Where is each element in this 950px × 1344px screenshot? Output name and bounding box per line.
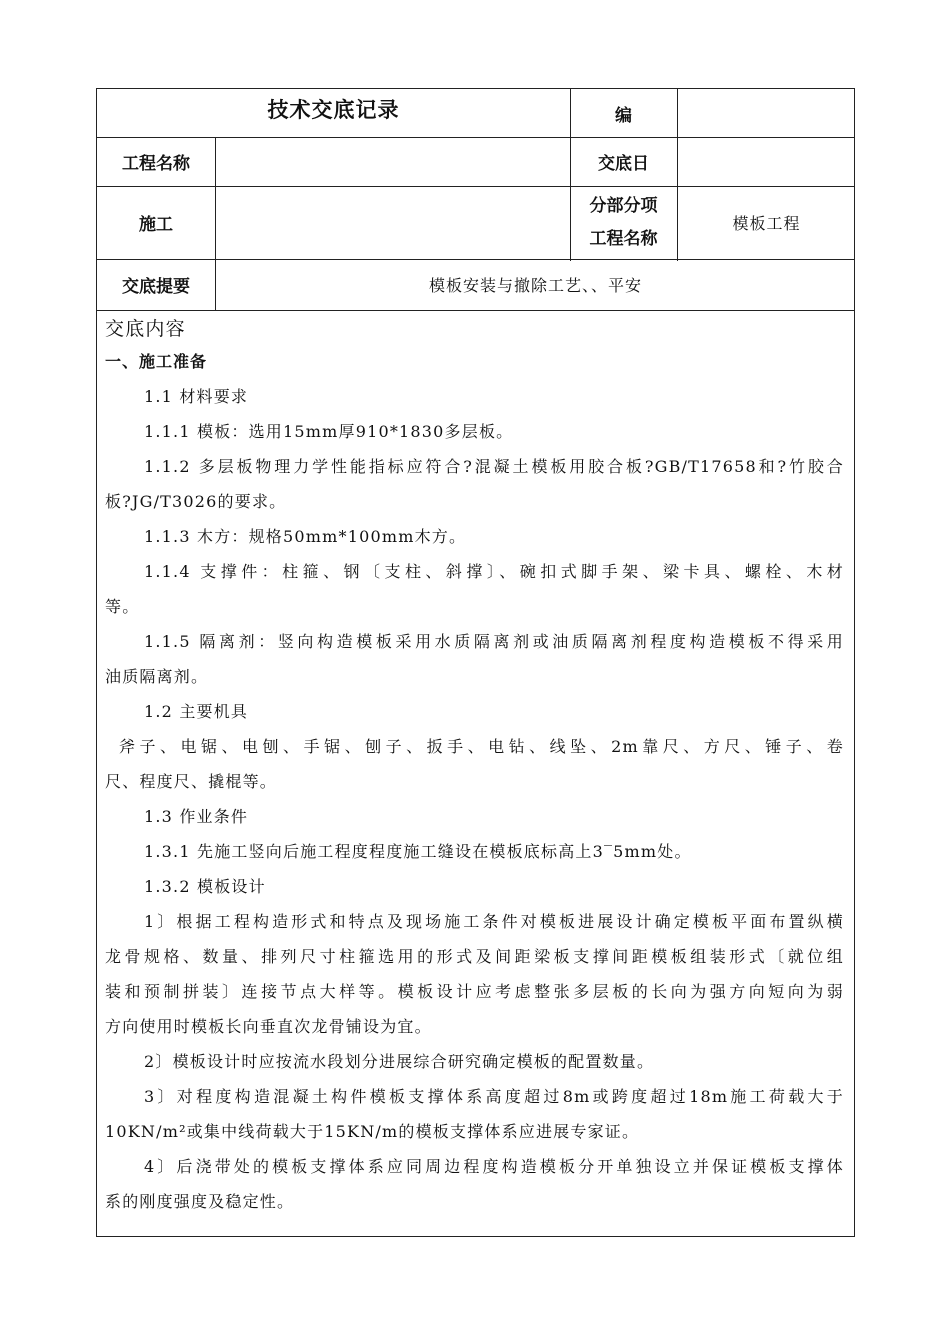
construction-label: 施工 bbox=[139, 215, 173, 235]
date-label: 交底日 bbox=[598, 154, 649, 174]
summary-label: 交底提要 bbox=[122, 277, 190, 297]
construction-value bbox=[215, 186, 570, 259]
section-heading: 一、施工准备 bbox=[105, 352, 208, 371]
disclosure-record-sheet bbox=[96, 88, 855, 1237]
content-line: 方向使用时模板长向垂直次龙骨铺设为宜。 bbox=[105, 1017, 432, 1036]
content-line: 10KN/m²或集中线荷载大于15KN/m的模板支撑体系应进展专家证。 bbox=[105, 1122, 640, 1141]
code-value bbox=[677, 89, 856, 137]
content-line: 1.3.1 先施工竖向后施工程度程度施工缝设在模板底标高上3‾5mm处。 bbox=[144, 842, 692, 861]
content-line: 1〕根据工程构造形式和特点及现场施工条件对模板进展设计确定模板平面布置纵横 bbox=[144, 912, 844, 931]
subitem-label-line-2: 工程名称 bbox=[589, 228, 658, 249]
subitem-label-line-1: 分部分项 bbox=[589, 195, 658, 216]
subitem-label bbox=[570, 186, 677, 259]
content-line: 油质隔离剂。 bbox=[105, 667, 209, 686]
content-heading: 交底内容 bbox=[105, 318, 186, 340]
content-line: 1.1.4 支撑件：柱箍、钢〔支柱、斜撑〕、碗扣式脚手架、梁卡具、螺栓、木材 bbox=[144, 562, 844, 581]
content-line: 1.1.1 模板：选用15mm厚910*1830多层板。 bbox=[144, 422, 514, 441]
subitem-value: 模板工程 bbox=[732, 214, 801, 233]
content-line: 1.1.5 隔离剂：竖向构造模板采用水质隔离剂或油质隔离剂程度构造模板不得采用 bbox=[144, 632, 844, 651]
page-title: 技术交底记录 bbox=[267, 98, 400, 122]
project-name-label: 工程名称 bbox=[122, 154, 190, 174]
content-line: 1.3.2 模板设计 bbox=[144, 877, 266, 896]
code-label: 编 bbox=[615, 105, 632, 126]
content-line: 1.3 作业条件 bbox=[144, 807, 249, 826]
content-line: 龙骨规格、数量、排列尺寸柱箍选用的形式及间距梁板支撑间距模板组装形式〔就位组 bbox=[105, 947, 844, 966]
content-line: 1.1.2 多层板物理力学性能指标应符合?混凝土模板用胶合板?GB/T17658和?竹胶合 bbox=[144, 457, 844, 476]
summary-value: 模板安装与撤除工艺、、平安 bbox=[428, 276, 642, 295]
content-line: 斧子、电锯、电刨、手锯、刨子、扳手、电钻、线坠、2m靠尺、方尺、锤子、卷 bbox=[119, 737, 844, 756]
content-line: 装和预制拼装〕连接节点大样等。模板设计应考虑整张多层板的长向为强方向短向为弱 bbox=[105, 982, 844, 1001]
content-line: 1.1 材料要求 bbox=[144, 387, 249, 406]
project-name-value bbox=[215, 137, 570, 186]
content-line: 3〕对程度构造混凝土构件模板支撑体系高度超过8m或跨度超过18m施工荷载大于 bbox=[144, 1087, 844, 1106]
content-line: 系的刚度强度及稳定性。 bbox=[105, 1192, 295, 1211]
content-line: 等。 bbox=[105, 597, 140, 616]
content-line: 板?JG/T3026的要求。 bbox=[105, 492, 287, 511]
content-line: 尺、程度尺、撬棍等。 bbox=[105, 772, 278, 791]
content-line: 1.1.3 木方：规格50mm*100mm木方。 bbox=[144, 527, 467, 546]
content-line: 2〕模板设计时应按流水段划分进展综合研究确定模板的配置数量。 bbox=[144, 1052, 655, 1071]
content-line: 1.2 主要机具 bbox=[144, 702, 249, 721]
content-line: 4〕后浇带处的模板支撑体系应同周边程度构造模板分开单独设立并保证模板支撑体 bbox=[144, 1157, 844, 1176]
row-divider bbox=[97, 310, 854, 311]
date-value bbox=[677, 137, 856, 186]
